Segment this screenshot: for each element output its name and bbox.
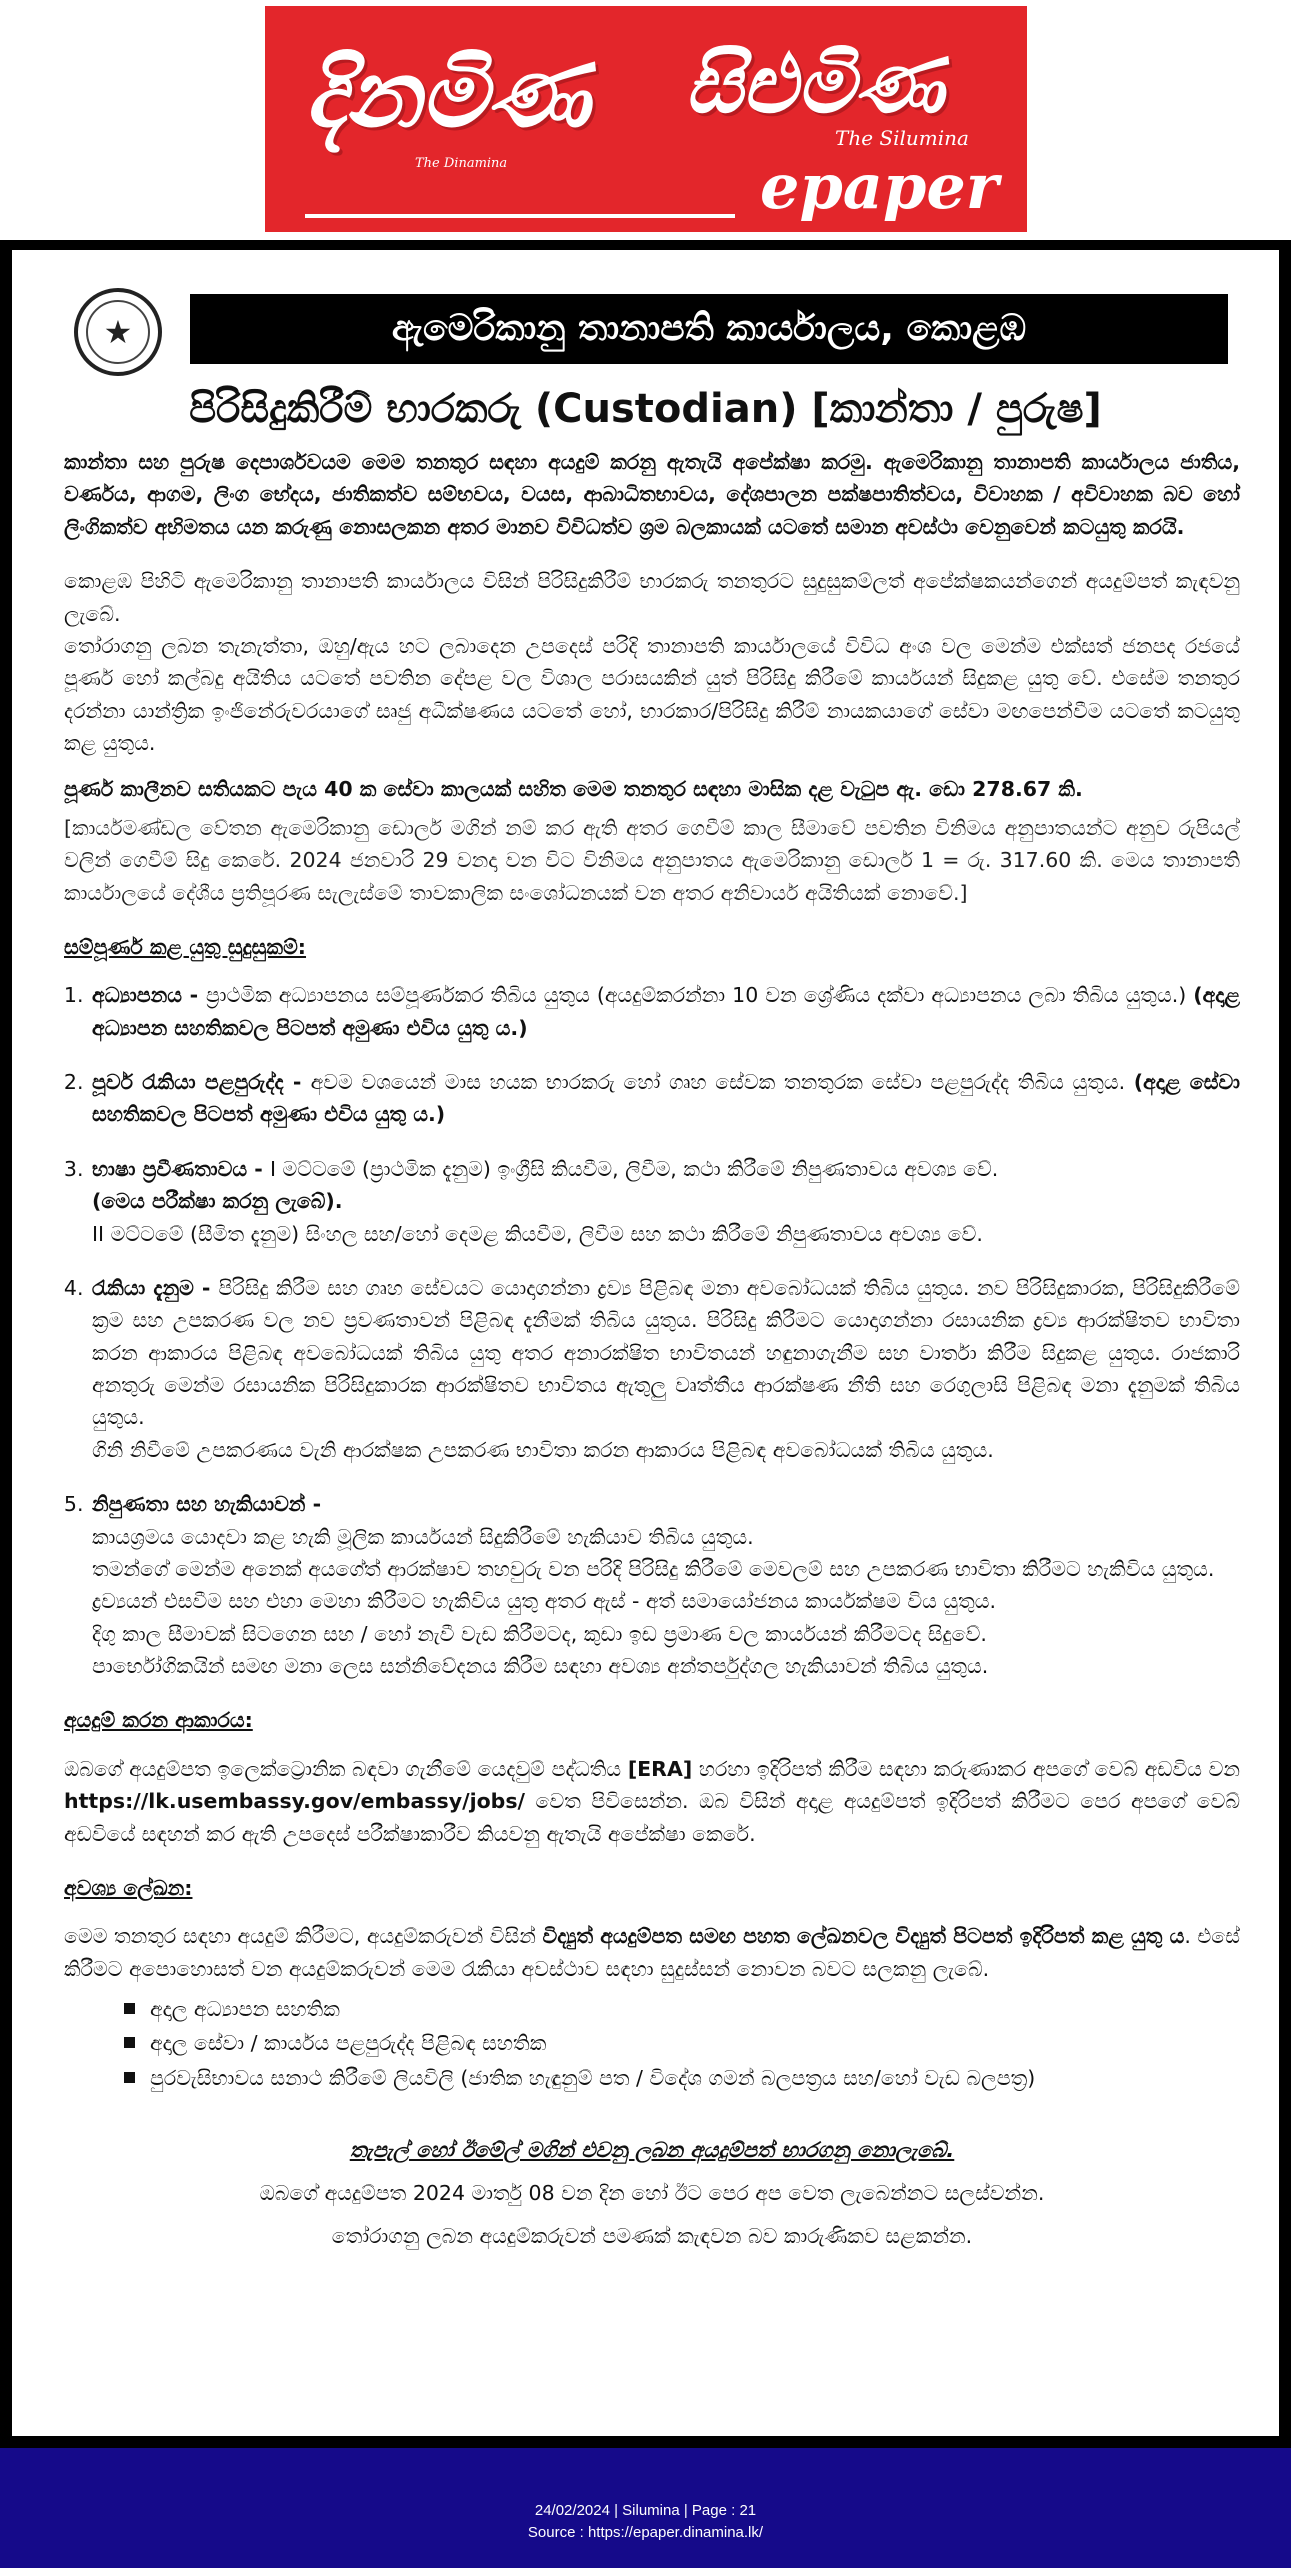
bullet-square-icon (124, 2037, 135, 2048)
closing-notice: තැපැල් හෝ ඊමේල් මගින් එවනු ලබන අයදුම්පත් භාරගනු නොලැබේ. (349, 2138, 955, 2163)
masthead-underline (305, 214, 735, 218)
required-documents-heading: අවශ්‍ය ලේඛන: (64, 1875, 193, 1900)
silumina-logo-text: සිළුමිණ (685, 37, 945, 131)
deadline-line: ඔබගේ අයදුම්පත 2024 මාර්තු 08 වන දින හෝ ඊට පෙර අප වෙත ලැබෙන්නට සලස්වන්න. (259, 2181, 1045, 2206)
embassy-header: ඇමෙරිකානු තානාපති කාර්යාලය, කොළඹ (190, 294, 1228, 364)
requirement-job-knowledge: 4. රැකියා දැනුම - පිරිසිදු කිරීම සහ ගෘහ සේවයට යොදාගන්නා ද්‍රව්‍ය පිළිබඳ මනා අවබෝධයක් තිබිය යුතුය. නව පිරිසිදුකාරක, පිරිසිදුකිරීමේ ක්‍රම සහ උපකරණ වල නව ප්‍රවණතාවන් පිළිබඳ දැනීමක් තිබිය යුතුය. පිරිසිදු කිරීමට යොදාගන්නා රසායනික ද්‍රව්‍ය ආරක්ෂිතව භාවිතා කරන ආකාරය පිළිබඳ අවබෝධයක් තිබිය යුතු අතර අනාරක්ෂිත භාවිතයන් හඳුනාගැනීම සහ වාර්තා කිරීම සිදුකළ යුතුය. රාජකාරි අනතුරු මෙන්ම රසායනික පිරිසිදුකාරක ආරක්ෂිතව භාවිතය ඇතුලු වෘත්තීය ආරක්ෂණ නීති සහ රෙගුලාසි පිළිබඳ මනා දැනුමක් තිබිය යුතුය. ගිනි නිවීමේ උපකරණය වැනි ආරක්ෂක උපකරණ භාවිතා කරන ආකාරය පිළිබඳ අවබෝධයක් තිබිය යුතුය. (90, 1272, 1240, 1466)
requirement-education: 1. අධ්‍යාපනය - ප්‍රාථමික අධ්‍යාපනය සම්පූර්ණකර තිබිය යුතුය (අයදුම්කරන්නා 10 වන ශ්‍රේණිය දක්වා අධ්‍යාපනය ලබා තිබිය යුතුය.) (අදාළ අධ්‍යාපන සහතිකවල පිටපත් අමුණා එවිය යුතු ය.) (90, 979, 1240, 1044)
eeo-statement: කාන්තා සහ පුරුෂ දෙපාර්ශවයම මෙම තනතුර සඳහා අයදුම් කරනු ඇතැයි අපේක්ෂා කරමු. ඇමෙරිකානු තානාපති කාර්යාලය ජාතිය, වර්ණය, ආගම, ලිංග භේදය, ජාතිකත්ව සම්භවය, වයස, ආබාධිතභාවය, දේශපාලන පක්ෂපාතිත්වය, විවාහක / අවිවාහක බව හෝ ලිංගිකත්ව අභිමතය යන කරුණු නොසලකන අතර මානව විවිධත්ව ශ්‍රම බලකායක් යටතේ සමාන අවස්ථා වෙනුවෙන් කටයුතු කරයි. (64, 450, 1240, 539)
list-item: අදාල අධ්‍යාපන සහතික (124, 1993, 1240, 2025)
bullet-square-icon (124, 2072, 135, 2083)
list-item: අදාල සේවා / කාර්යය පළපුරුද්ද පිළිබඳ සහතික (124, 2027, 1240, 2059)
dinamina-logo-text: දිනමිණ (305, 40, 591, 148)
how-to-apply-text: ඔබගේ අයදුම්පත ඉලෙක්ට්‍රොනික බඳවා ගැනීමේ යෙදවුම් පද්ධතිය [ERA] හරහා ඉදිරිපත් කිරීම සඳහා කරුණාකර අපගේ වෙබ් අඩවිය වන https://lk.usembassy.gov/embassy/jobs/ වෙත පිවිසෙන්න. ඔබ විසින් අදාළ අයදුම්පත් ඉදිරිපත් කිරීමට පෙර අපගේ වෙබ් අඩවියේ සඳහන් කර ඇති උපදෙස් පරීක්ෂාකාරීව කියවනු ඇතැයි අපේක්ෂා කෙරේ. (64, 1756, 1240, 1846)
requirements-heading: සම්පූර්ණ කළ යුතු සුදුසුකම්: (64, 934, 307, 959)
requirement-skills: 5. නිපුණතා සහ හැකියාවන් - කායශ්‍රමය යොදවා කළ හැකි මූලික කාර්යයන් සිදුකිරීමේ හැකියාව තිබිය යුතුය. තමන්ගේ මෙන්ම අනෙක් අයගේත් ආරක්ෂාව තහවුරු වන පරිදි පිරිසිදු කිරීමේ මෙවලම් සහ උපකරණ භාවිතා කිරීමට හැකිවිය යුතුය. ද්‍රව්‍යයන් එසවීම සහ එහා මෙහා කිරීමට හැකිවිය යුතු අතර ඇස් - අත් සමායෝජනය කාර්යක්ෂම විය යුතුය. දිගු කාල සීමාවක් සිටගෙන සහ / හෝ නැවී වැඩ කිරීමටද, කුඩා ඉඩ ප්‍රමාණ වල කාර්යයන් කිරීමටද සිදුවේ. පාර්භෝගිකයින් සමඟ මනා ලෙස සන්නිවේදනය කිරීම සඳහා අවශ්‍ය අන්තර්පුද්ගල හැකියාවන් තිබිය යුතුය. (90, 1488, 1240, 1682)
intro-paragraph-2: තෝරාගනු ලබන තැනැත්තා, ඔහු/ඇය හට ලබාදෙන උපදෙස් පරිදි තානාපති කාර්යාලයේ විවිධ අංශ වල මෙන්ම එක්සත් ජනපද රජයේ පූර්ණ හෝ කල්බදු අයිතිය යටතේ පවතින දේපළ වල විශාල පරාසයකින් යුත් පිරිසිදු කිරීමේ කාර්යයන් සිදුකළ යුතු වේ. එසේම තනතුර දරන්නා යාන්ත්‍රික ඉංජිනේරුවරයාගේ සෘජු අධීක්ෂණය යටතේ හෝ, භාරකාර/පිරිසිදු කිරීම් නායකයාගේ සේවා මඟපෙන්වීම යටතේ කටයුතු කළ යුතුය. (64, 633, 1240, 755)
silumina-logo-subtitle: The Silumina (835, 126, 969, 150)
bullet-square-icon (124, 2003, 135, 2014)
eagle-icon: ★ (86, 300, 150, 364)
salary-note: [කාර්යමණ්ඩල වේතන ඇමෙරිකානු ඩොලර් මගින් නම් කර ඇති අතර ගෙවීම් කාල සීමාවේ පවතින විනිමය අනුපාතයන්ට අනුව රුපියල් වලින් ගෙවීම් සිදු කෙරේ. 2024 ජනවාරි 29 වනදා වන විට විනිමය අනුපාතය ඇමෙරිකානු ඩොලර් 1 = රු. 317.60 කි. මෙය තානාපති කාර්යාලයේ දේශීය ප්‍රතිපූරණ සැලැස්මේ තාවකාලික සංශෝධනයක් වන අතර අනිවාර්ය අයිතියක් නොවේ.] (64, 815, 1240, 905)
position-title: පිරිසිදුකිරීම් භාරකරු (Custodian) [කාන්තා / පුරුෂ] (189, 386, 1102, 432)
era-label: [ERA] (627, 1756, 693, 1781)
job-ad (12, 250, 1279, 2436)
how-to-apply-heading: අයදුම් කරන ආකාරය: (64, 1708, 253, 1733)
page-meta: 24/02/2024 | Silumina | Page : 21 (534, 2502, 757, 2519)
requirements-list (64, 979, 1240, 1682)
shortlist-note: තෝරාගනු ලබන අයදුම්කරුවන් පමණක් කැඳවන බව කාරුණිකව සළකන්න. (331, 2223, 973, 2248)
requirement-language: 3. භාෂා ප්‍රවීණතාවය - I මට්ටමේ (ප්‍රාථමික දැනුම) ඉංග්‍රීසි කියවීම, ලිවීම, කථා කිරීමේ නිපුණතාවය අවශ්‍ය වේ. (මෙය පරීක්ෂා කරනු ලැබේ). II මට්ටමේ (සීමිත දැනුම) සිංහල සහ/හෝ දෙමළ කියවීම, ලිවීම සහ කථා කිරීමේ නිපුණතාවය අවශ්‍ය වේ. (90, 1153, 1240, 1250)
salary-statement: පූර්ණ කාලීනව සතියකට පැය 40 ක සේවා කාලයක් සහිත මෙම තනතුර සඳහා මාසික දළ වැටුප ඇ. ඩො 278.67 කි. (64, 777, 1083, 802)
newspaper-masthead (265, 6, 1027, 232)
ad-body (64, 446, 1240, 2252)
intro-paragraph-1: කොළඹ පිහිටි ඇමෙරිකානු තානාපති කාර්යාලය විසින් පිරිසිදුකිරීම් භාරකරු තනතුරට සුදුසුකම්ලත් අපේක්ෂකයන්ගෙන් අයදුම්පත් කැඳවනු ලැබේ. (64, 569, 1240, 626)
epaper-label: epaper (760, 150, 999, 223)
us-embassy-seal-icon (74, 288, 162, 376)
documents-list (124, 1993, 1240, 2094)
source-link[interactable]: Source : https://epaper.dinamina.lk/ (527, 2524, 764, 2541)
required-documents-text: මෙම තනතුර සඳහා අයදුම් කිරීමට, අයදුම්කරුවන් විසින් විද්‍යුත් අයදුම්පත සමඟ පහත ලේඛනවල විද්‍යුත් පිටපත් ඉදිරිපත් කළ යුතු ය. එසේ කිරීමට අපොහොසත් වන අයදුම්කරුවන් මෙම රැකියා අවස්ථාව සඳහා සුදුස්සන් නොවන බවට සලකනු ලැබේ. (64, 1924, 1240, 1981)
job-ad-frame (0, 240, 1291, 2448)
dinamina-logo-subtitle: The Dinamina (415, 156, 508, 171)
requirement-experience: 2. පූර්ව රැකියා පළපුරුද්ද - අවම වශයෙන් මාස හයක භාරකරු හෝ ගෘහ සේවක තනතුරක සේවා පළපුරුද්ද තිබිය යුතුය. (අදාළ සේවා සහතිකවල පිටපත් අමුණා එවිය යුතු ය.) (90, 1066, 1240, 1131)
jobs-url-link[interactable]: https://lk.usembassy.gov/embassy/jobs/ (64, 1789, 526, 1814)
epaper-footer (0, 2448, 1291, 2568)
list-item: පුරවැසිභාවය සනාථ කිරීමේ ලියවිලි (ජාතික හැඳුනුම් පත / විදේශ ගමන් බලපත්‍රය සහ/හෝ වැඩ බලපත්‍ර) (124, 2062, 1240, 2094)
